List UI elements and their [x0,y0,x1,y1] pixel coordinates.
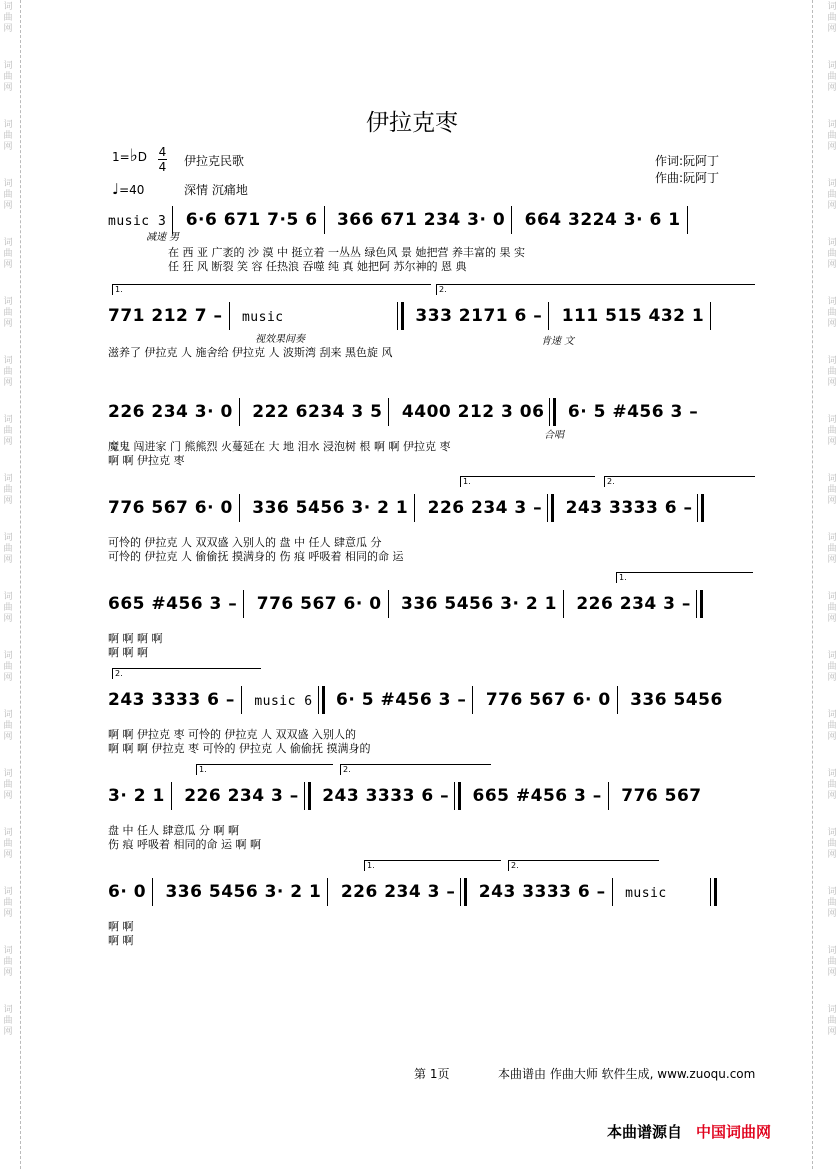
measure: music [241,310,284,325]
lyric-line: 在 西 亚 广袤的 沙 漠 中 挺立着 一丛丛 绿色风 景 她把营 养丰富的 果 实 [168,246,525,259]
watermark-text: 词 曲 网 [827,120,837,152]
notation-line [108,398,764,420]
notation-line [108,782,764,804]
watermark-text: 词 曲 网 [827,474,837,506]
notation-line [108,878,764,900]
watermark-text: 词 曲 网 [827,769,837,801]
key-prefix: 1= [112,150,130,164]
quarter-note-icon: ♩ [112,180,120,198]
measure: 111 515 432 1 [561,306,705,326]
watermark-text: 词 曲 网 [827,1005,837,1037]
measure: 336 5456 3· 2 1 [401,594,557,614]
watermark-text: 词 曲 网 [827,297,837,329]
watermark-text: 词 曲 网 [3,238,13,270]
tempo-annotation: 肯速 文 [541,336,575,347]
watermark-text: 词 曲 网 [3,2,13,34]
tempo-annotation: 减速 男 [146,232,180,243]
right-border-line [812,0,813,1169]
lyric-line: 魔鬼 闯进家 门 熊熊烈 火蔓延在 大 地 泪水 浸泡树 根 啊 啊 伊拉克 枣 [108,440,451,453]
watermark-text: 词 曲 网 [3,120,13,152]
watermark-text: 词 曲 网 [3,1005,13,1037]
measure: 226 234 3 – [184,786,299,806]
watermark-text: 词 曲 网 [3,474,13,506]
lyric-line: 任 狂 风 断裂 笑 容 任热浪 吞噬 纯 真 她把阿 苏尔神的 恩 典 [168,260,467,273]
measure: 243 3333 6 – [565,498,693,518]
lyric-line: 啊 啊 [108,920,134,933]
watermark-text: 词 曲 网 [827,238,837,270]
key-signature [112,146,147,166]
watermark-text: 词 曲 网 [3,651,13,683]
measure: 776 567 [621,786,702,806]
watermark-text: 词 曲 网 [827,828,837,860]
notation-line [108,206,764,228]
chorus-annotation: 合唱 [544,430,564,441]
watermark-text: 词 曲 网 [827,356,837,388]
composer-credit: 作曲:阮阿丁 [655,171,720,185]
measure: 776 567 6· 0 [256,594,382,614]
volta-bracket: 2. [604,476,755,487]
expression-marking: 深情 沉痛地 [184,183,248,197]
watermark-text: 词 曲 网 [3,415,13,447]
measure: 243 3333 6 – [478,882,606,902]
watermark-text: 词 曲 网 [3,887,13,919]
interlude-annotation: 视效果间奏 [255,334,305,345]
key-note: D [137,150,147,164]
measure: 243 3333 6 – [322,786,450,806]
measure: 4400 212 3 06 [401,402,545,422]
measure: music 3 [108,214,167,229]
watermark-text: 词 曲 网 [827,592,837,624]
notation-line [108,494,764,516]
measure: 226 234 3· 0 [108,402,233,422]
notation-line [108,590,764,612]
watermark-text: 词 曲 网 [827,415,837,447]
lyric-line: 啊 啊 伊拉克 枣 可怜的 伊拉克 人 双双盛 入别人的 [108,728,356,741]
watermark-text: 词 曲 网 [3,356,13,388]
measure: 664 3224 3· 6 1 [524,210,681,230]
watermark-text: 词 曲 网 [827,61,837,93]
source-site-link[interactable]: 中国词曲网 [696,1123,772,1141]
volta-bracket: 1. [196,764,333,775]
measure: music 6 [254,694,313,709]
measure: 226 234 3 – [576,594,691,614]
watermark-text: 词 曲 网 [3,297,13,329]
watermark-text: 词 曲 网 [827,946,837,978]
lyricist-credit: 作词:阮阿丁 [655,154,720,168]
volta-bracket: 1. [364,860,501,871]
measure: 665 #456 3 – [108,594,238,614]
measure: 776 567 6· 0 [108,498,233,518]
song-origin: 伊拉克民歌 [184,154,245,168]
measure: 243 3333 6 – [108,690,235,710]
notation-line [108,686,764,708]
watermark-text: 词 曲 网 [3,592,13,624]
left-watermark [0,0,16,1169]
source-credit [607,1121,771,1142]
watermark-text: 词 曲 网 [3,533,13,565]
lyric-line: 滋养了 伊拉克 人 施舍给 伊拉克 人 波斯湾 刮来 黑色旋 风 [108,346,393,359]
source-label: 本曲谱源自 [607,1123,683,1141]
measure: 776 567 6· 0 [485,690,611,710]
flat-icon: ♭ [129,146,138,166]
notation-line [108,302,764,324]
measure: 336 5456 [630,690,723,710]
time-top: 4 [158,145,167,159]
volta-bracket: 2. [340,764,491,775]
measure: 333 2171 6 – [415,306,543,326]
watermark-text: 词 曲 网 [827,179,837,211]
measure: 6· 0 [108,882,147,902]
lyric-line: 啊 啊 啊 [108,646,148,659]
measure: 336 5456 3· 2 1 [165,882,322,902]
volta-bracket: 1. [460,476,595,487]
tempo-value: =40 [119,183,145,197]
watermark-text: 词 曲 网 [827,887,837,919]
measure: 6·6 671 7·5 6 [185,210,318,230]
measure: 226 234 3 – [427,498,543,518]
lyric-line: 啊 啊 啊 啊 [108,632,163,645]
measure: 226 234 3 – [340,882,456,902]
page-title: 伊拉克枣 [366,110,458,136]
watermark-text: 词 曲 网 [827,2,837,34]
watermark-text: 词 曲 网 [3,61,13,93]
volta-bracket: 1. [112,284,431,295]
lyric-line: 可怜的 伊拉克 人 偷偷抚 摸满身的 伤 痕 呼吸着 相同的命 运 [108,550,404,563]
tempo-marking [112,180,144,198]
watermark-text: 词 曲 网 [827,533,837,565]
watermark-text: 词 曲 网 [3,946,13,978]
volta-bracket: 2. [112,668,261,679]
time-bottom: 4 [158,160,167,174]
measure: 771 212 7 – [108,306,223,326]
generator-credit: 本曲谱由 作曲大师 软件生成, www.zuoqu.com [498,1067,756,1081]
watermark-text: 词 曲 网 [3,828,13,860]
measure: 6· 5 #456 3 – [336,690,467,710]
time-signature [158,146,167,173]
watermark-text: 词 曲 网 [827,651,837,683]
measure: 336 5456 3· 2 1 [252,498,409,518]
volta-bracket: 2. [508,860,659,871]
watermark-text: 词 曲 网 [3,179,13,211]
measure: 222 6234 3 5 [252,402,383,422]
watermark-text: 词 曲 网 [3,710,13,742]
measure: 366 671 234 3· 0 [336,210,506,230]
left-border-line [20,0,21,1169]
lyric-line: 啊 啊 伊拉克 枣 [108,454,185,467]
page-number: 第 1页 [414,1067,450,1081]
watermark-text: 词 曲 网 [3,769,13,801]
lyric-line: 盘 中 任人 肆意瓜 分 啊 啊 [108,824,239,837]
measure: music [625,886,667,901]
measure: 665 #456 3 – [472,786,602,806]
lyric-line: 啊 啊 啊 伊拉克 枣 可怜的 伊拉克 人 偷偷抚 摸满身的 [108,742,371,755]
lyric-line: 伤 痕 呼吸着 相同的命 运 啊 啊 [108,838,261,851]
measure: 3· 2 1 [108,786,165,806]
watermark-text: 词 曲 网 [827,710,837,742]
volta-bracket: 2. [436,284,755,295]
lyric-line: 啊 啊 [108,934,134,947]
right-watermark [824,0,840,1169]
lyric-line: 可怜的 伊拉克 人 双双盛 入别人的 盘 中 任人 肆意瓜 分 [108,536,382,549]
measure: 6· 5 #456 3 – [567,402,699,422]
volta-bracket: 1. [616,572,753,583]
